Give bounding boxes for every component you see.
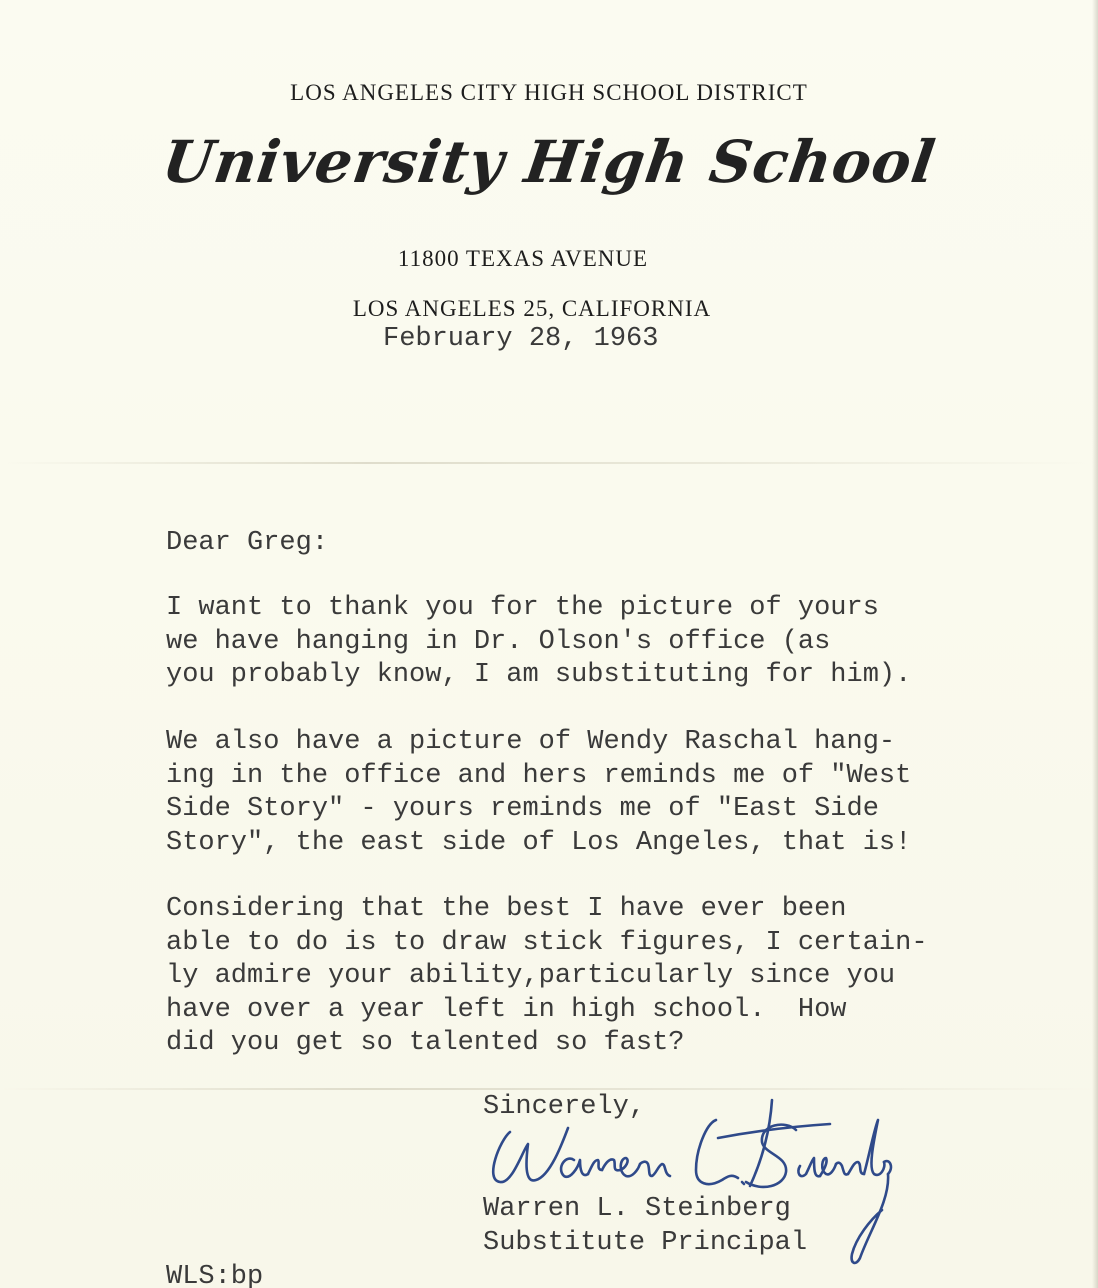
paragraph-line: did you get so talented so fast? (166, 1028, 685, 1058)
paragraph-line: we have hanging in Dr. Olson's office (as (166, 626, 831, 657)
letter-paragraph-1 (166, 592, 911, 693)
paragraph-line: We also have a picture of Wendy Raschal hang- (166, 727, 896, 757)
paragraph-line: able to do is to draw stick figures, I certain- (166, 927, 928, 958)
letterhead-city: LOS ANGELES 25, CALIFORNIA (352, 296, 712, 321)
letter-closing: Sincerely, (483, 1092, 646, 1122)
paragraph-line: I want to thank you for the picture of yours (166, 593, 879, 623)
paper-fold-line (0, 462, 1098, 464)
signer-name: Warren L. Steinberg (483, 1194, 791, 1224)
paragraph-line: Story", the east side of Los Angeles, that is! (166, 827, 912, 858)
letterhead-school-name: University High School (158, 128, 940, 196)
signer-title: Substitute Principal (483, 1228, 808, 1258)
letterhead-street-address: 11800 TEXAS AVENUE (397, 246, 649, 271)
paragraph-line: you probably know, I am substituting for him). (166, 660, 912, 690)
letter-date: February 28, 1963 (383, 324, 659, 354)
letter-paragraph-2 (166, 726, 911, 860)
letter-salutation: Dear Greg: (166, 528, 329, 558)
paragraph-line: ing in the office and hers reminds me of "West (166, 760, 912, 791)
paragraph-line: Side Story" - yours reminds me of "East Side (166, 794, 879, 824)
typist-initials: WLS:bp (166, 1262, 264, 1288)
paragraph-line: have over a year left in high school. How (166, 994, 847, 1025)
paragraph-line: Considering that the best I have ever been (166, 894, 847, 924)
letter-paragraph-3 (166, 893, 928, 1061)
paragraph-line: ly admire your ability,particularly since you (166, 961, 896, 991)
letterhead-district: LOS ANGELES CITY HIGH SCHOOL DISTRICT (290, 80, 808, 105)
